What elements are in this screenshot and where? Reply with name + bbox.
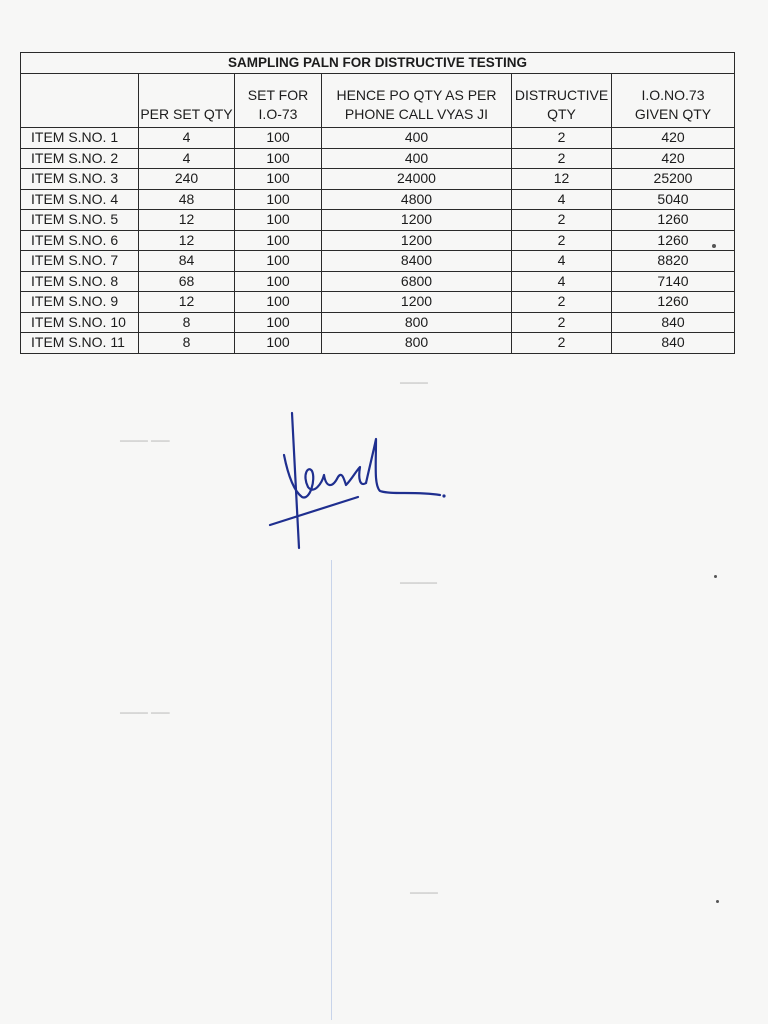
set-for-cell: 100 bbox=[235, 189, 322, 210]
distructive-qty-cell: 4 bbox=[512, 189, 612, 210]
set-for-cell: 100 bbox=[235, 230, 322, 251]
item-cell: ITEM S.NO. 5 bbox=[21, 210, 139, 231]
set-for-cell: 100 bbox=[235, 271, 322, 292]
handwritten-signature bbox=[262, 405, 462, 565]
set-for-cell: 100 bbox=[235, 251, 322, 272]
given-qty-cell: 8820 bbox=[612, 251, 735, 272]
given-qty-cell: 1260 bbox=[612, 292, 735, 313]
distructive-qty-cell: 2 bbox=[512, 230, 612, 251]
bleed-through-mark: ▁▁▁ ▁▁ bbox=[120, 428, 170, 442]
faint-fold-line bbox=[331, 560, 332, 1020]
given-qty-cell: 7140 bbox=[612, 271, 735, 292]
given-qty-cell: 1260 bbox=[612, 210, 735, 231]
table-row bbox=[21, 271, 735, 292]
po-qty-cell: 400 bbox=[322, 148, 512, 169]
bleed-through-mark: ▁▁▁ bbox=[410, 880, 438, 894]
po-qty-cell: 1200 bbox=[322, 292, 512, 313]
table-row bbox=[21, 230, 735, 251]
table-row bbox=[21, 210, 735, 231]
header-given-qty bbox=[612, 74, 735, 128]
table-row bbox=[21, 128, 735, 149]
header-given-line1: I.O.NO.73 bbox=[641, 87, 705, 103]
distructive-qty-cell: 2 bbox=[512, 148, 612, 169]
per-set-qty-cell: 12 bbox=[139, 210, 235, 231]
distructive-qty-cell: 2 bbox=[512, 333, 612, 354]
table-row bbox=[21, 148, 735, 169]
po-qty-cell: 1200 bbox=[322, 210, 512, 231]
table-body bbox=[21, 128, 735, 354]
per-set-qty-cell: 4 bbox=[139, 128, 235, 149]
given-qty-cell: 420 bbox=[612, 128, 735, 149]
table-row bbox=[21, 169, 735, 190]
per-set-qty-cell: 12 bbox=[139, 292, 235, 313]
item-cell: ITEM S.NO. 8 bbox=[21, 271, 139, 292]
header-po-qty-line2: PHONE CALL VYAS JI bbox=[344, 106, 489, 122]
po-qty-cell: 800 bbox=[322, 333, 512, 354]
header-distructive-qty bbox=[512, 74, 612, 128]
given-qty-cell: 1260 bbox=[612, 230, 735, 251]
set-for-cell: 100 bbox=[235, 210, 322, 231]
distructive-qty-cell: 2 bbox=[512, 128, 612, 149]
distructive-qty-cell: 2 bbox=[512, 312, 612, 333]
po-qty-cell: 24000 bbox=[322, 169, 512, 190]
po-qty-cell: 800 bbox=[322, 312, 512, 333]
po-qty-cell: 4800 bbox=[322, 189, 512, 210]
given-qty-cell: 840 bbox=[612, 312, 735, 333]
table-row bbox=[21, 251, 735, 272]
header-row bbox=[21, 74, 735, 128]
po-qty-cell: 8400 bbox=[322, 251, 512, 272]
item-cell: ITEM S.NO. 1 bbox=[21, 128, 139, 149]
per-set-qty-cell: 8 bbox=[139, 312, 235, 333]
table-row bbox=[21, 292, 735, 313]
per-set-qty-cell: 240 bbox=[139, 169, 235, 190]
header-distructive-line2: QTY bbox=[547, 106, 576, 122]
scan-speck bbox=[712, 244, 716, 248]
set-for-cell: 100 bbox=[235, 169, 322, 190]
table-title: SAMPLING PALN FOR DISTRUCTIVE TESTING bbox=[21, 53, 735, 74]
scan-speck bbox=[716, 900, 719, 903]
item-cell: ITEM S.NO. 3 bbox=[21, 169, 139, 190]
bleed-through-mark: ▁▁▁ bbox=[400, 370, 428, 384]
given-qty-cell: 840 bbox=[612, 333, 735, 354]
distructive-qty-cell: 4 bbox=[512, 251, 612, 272]
header-set-for-line1: SET FOR bbox=[247, 87, 309, 103]
set-for-cell: 100 bbox=[235, 333, 322, 354]
header-given-line2: GIVEN QTY bbox=[634, 106, 712, 122]
header-po-qty-line1: HENCE PO QTY AS PER bbox=[336, 87, 497, 103]
sampling-plan-table bbox=[20, 52, 735, 354]
given-qty-cell: 420 bbox=[612, 148, 735, 169]
table-row bbox=[21, 312, 735, 333]
per-set-qty-cell: 4 bbox=[139, 148, 235, 169]
distructive-qty-cell: 4 bbox=[512, 271, 612, 292]
po-qty-cell: 400 bbox=[322, 128, 512, 149]
table-row bbox=[21, 189, 735, 210]
set-for-cell: 100 bbox=[235, 148, 322, 169]
set-for-cell: 100 bbox=[235, 292, 322, 313]
header-po-qty bbox=[322, 74, 512, 128]
item-cell: ITEM S.NO. 10 bbox=[21, 312, 139, 333]
distructive-qty-cell: 2 bbox=[512, 292, 612, 313]
header-blank bbox=[21, 74, 139, 128]
item-cell: ITEM S.NO. 4 bbox=[21, 189, 139, 210]
table-row bbox=[21, 333, 735, 354]
set-for-cell: 100 bbox=[235, 128, 322, 149]
bleed-through-mark: ▁▁▁ ▁▁ bbox=[120, 700, 170, 714]
item-cell: ITEM S.NO. 9 bbox=[21, 292, 139, 313]
header-set-for-line2: I.O-73 bbox=[258, 106, 298, 122]
per-set-qty-cell: 48 bbox=[139, 189, 235, 210]
given-qty-cell: 25200 bbox=[612, 169, 735, 190]
per-set-qty-cell: 68 bbox=[139, 271, 235, 292]
given-qty-cell: 5040 bbox=[612, 189, 735, 210]
header-per-set-qty: PER SET QTY bbox=[139, 74, 235, 128]
item-cell: ITEM S.NO. 7 bbox=[21, 251, 139, 272]
item-cell: ITEM S.NO. 6 bbox=[21, 230, 139, 251]
set-for-cell: 100 bbox=[235, 312, 322, 333]
per-set-qty-cell: 84 bbox=[139, 251, 235, 272]
item-cell: ITEM S.NO. 2 bbox=[21, 148, 139, 169]
distructive-qty-cell: 12 bbox=[512, 169, 612, 190]
scan-speck bbox=[714, 575, 717, 578]
item-cell: ITEM S.NO. 11 bbox=[21, 333, 139, 354]
per-set-qty-cell: 12 bbox=[139, 230, 235, 251]
po-qty-cell: 6800 bbox=[322, 271, 512, 292]
per-set-qty-cell: 8 bbox=[139, 333, 235, 354]
po-qty-cell: 1200 bbox=[322, 230, 512, 251]
header-set-for bbox=[235, 74, 322, 128]
distructive-qty-cell: 2 bbox=[512, 210, 612, 231]
bleed-through-mark: ▁▁▁▁ bbox=[400, 570, 437, 584]
header-distructive-line1: DISTRUCTIVE bbox=[514, 87, 609, 103]
